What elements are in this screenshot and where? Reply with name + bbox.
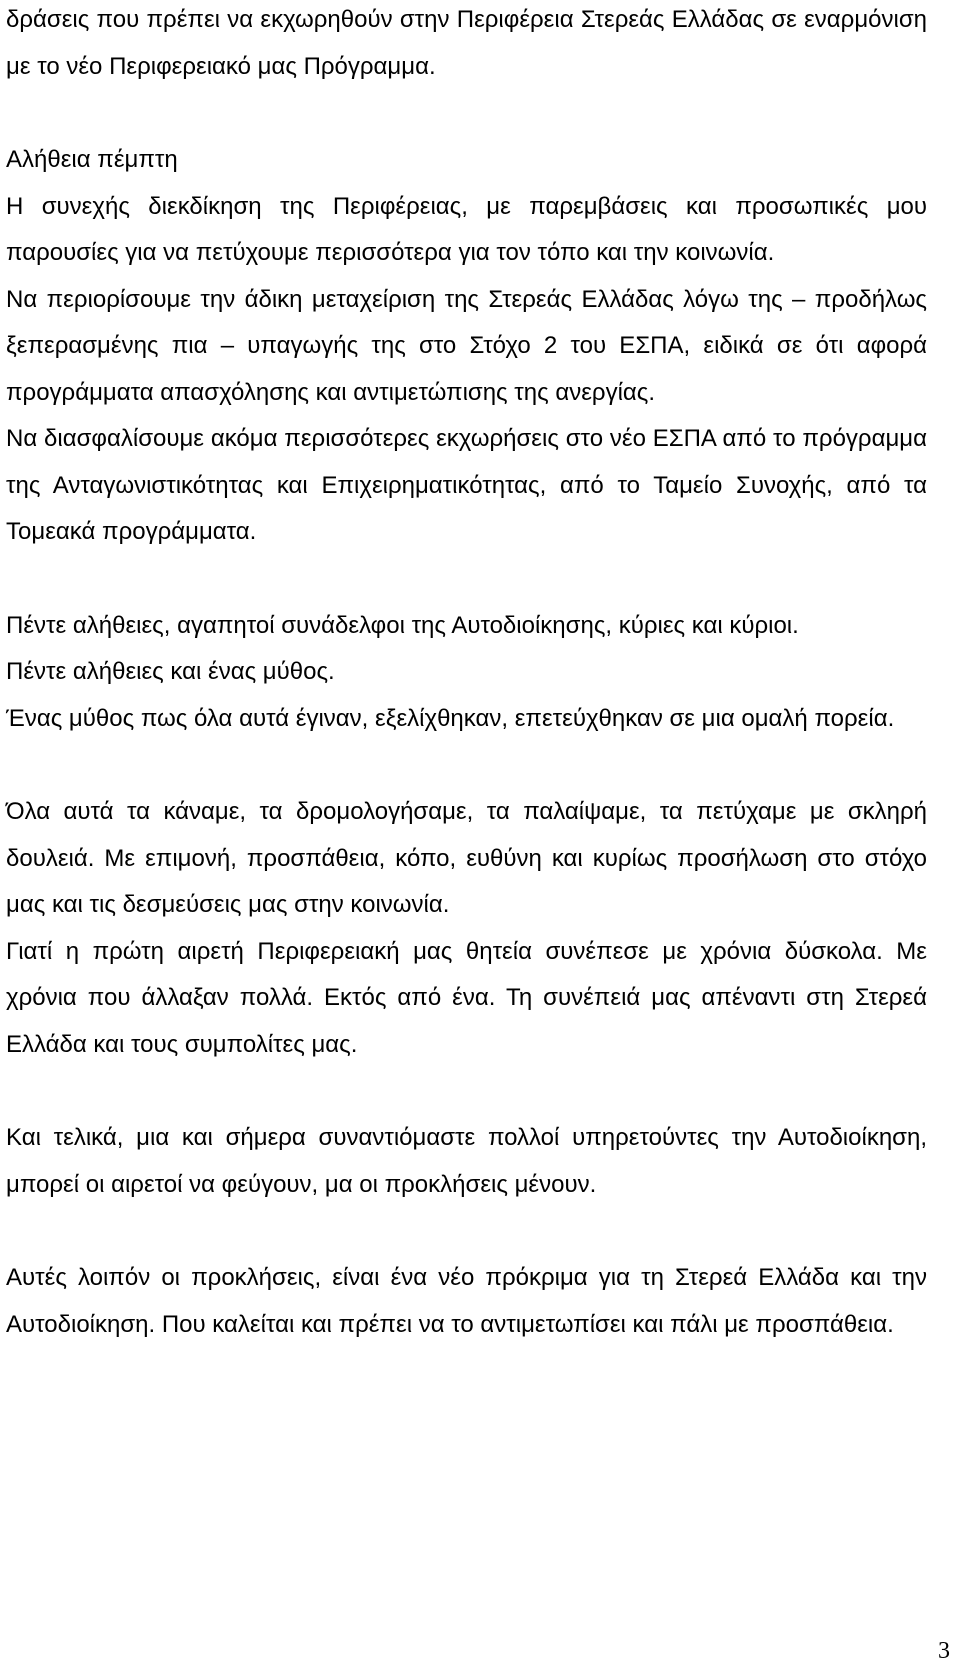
- paragraph: Να διασφαλίσουμε ακόμα περισσότερες εκχωρήσεις στο νέο ΕΣΠΑ από το πρόγραμμα της Ανταγωνιστικότητας και Επιχειρηματικότητας, από το Ταμείο Συνοχής, από τα Τομεακά προγράμματα.: [6, 425, 927, 545]
- paragraph: δράσεις που πρέπει να εκχωρηθούν στην Περιφέρεια Στερεάς Ελλάδας σε εναρμόνιση με το νέο Περιφερειακό μας Πρόγραμμα.: [6, 6, 927, 80]
- paragraph: Ένας μύθος πως όλα αυτά έγιναν, εξελίχθηκαν, επετεύχθηκαν σε μια ομαλή πορεία.: [6, 704, 895, 732]
- paragraph-gap: [6, 1208, 927, 1255]
- paragraph: Όλα αυτά τα κάναμε, τα δρομολογήσαμε, τα παλαίψαμε, τα πετύχαμε με σκληρή δουλειά. Με επιμονή, προσπάθεια, κόπο, ευθύνη και κυρίως προσήλωση στο στόχο μας και τις δεσμεύσεις μας στην κοινωνία.: [6, 798, 927, 918]
- paragraph-gap: [6, 742, 927, 789]
- paragraph: Αυτές λοιπόν οι προκλήσεις, είναι ένα νέο πρόκριμα για τη Στερεά Ελλάδα και την Αυτοδιοίκηση. Που καλείται και πρέπει να το αντιμετωπίσει και πάλι με προσπάθεια.: [6, 1264, 927, 1338]
- paragraph: Αλήθεια πέμπτη: [6, 146, 178, 173]
- paragraph-gap: [6, 556, 927, 603]
- paragraph-gap: [6, 90, 927, 137]
- paragraph: Πέντε αλήθειες, αγαπητοί συνάδελφοι της Αυτοδιοίκησης, κύριες και κύριοι.: [6, 611, 799, 639]
- paragraph: Να περιορίσουμε την άδικη μεταχείριση της Στερεάς Ελλάδας λόγω της – προδήλως ξεπερασμένης πια – υπαγωγής της στο Στόχο 2 του ΕΣΠΑ, ειδικά σε ότι αφορά προγράμματα απασχόλησης και αντιμετώπισης της ανεργίας.: [6, 285, 927, 406]
- paragraph: Η συνεχής διεκδίκηση της Περιφέρειας, με παρεμβάσεις και προσωπικές μου παρουσίες για να πετύχουμε περισσότερα για τον τόπο και την κοινωνία.: [6, 192, 927, 266]
- body-text: [6, 0, 927, 1348]
- paragraph: Και τελικά, μια και σήμερα συναντιόμαστε πολλοί υπηρετούντες την Αυτοδιοίκηση, μπορεί οι αιρετοί να φεύγουν, μα οι προκλήσεις μένουν.: [6, 1124, 927, 1198]
- paragraph: Πέντε αλήθειες και ένας μύθος.: [6, 658, 335, 685]
- paragraph: Γιατί η πρώτη αιρετή Περιφερειακή μας θητεία συνέπεσε με χρόνια δύσκολα. Με χρόνια που άλλαξαν πολλά. Εκτός από ένα. Τη συνέπειά μας απέναντι στη Στερεά Ελλάδα και τους συμπολίτες μας.: [6, 937, 927, 1058]
- page-number: 3: [938, 1638, 950, 1664]
- paragraph-gap: [6, 1068, 927, 1115]
